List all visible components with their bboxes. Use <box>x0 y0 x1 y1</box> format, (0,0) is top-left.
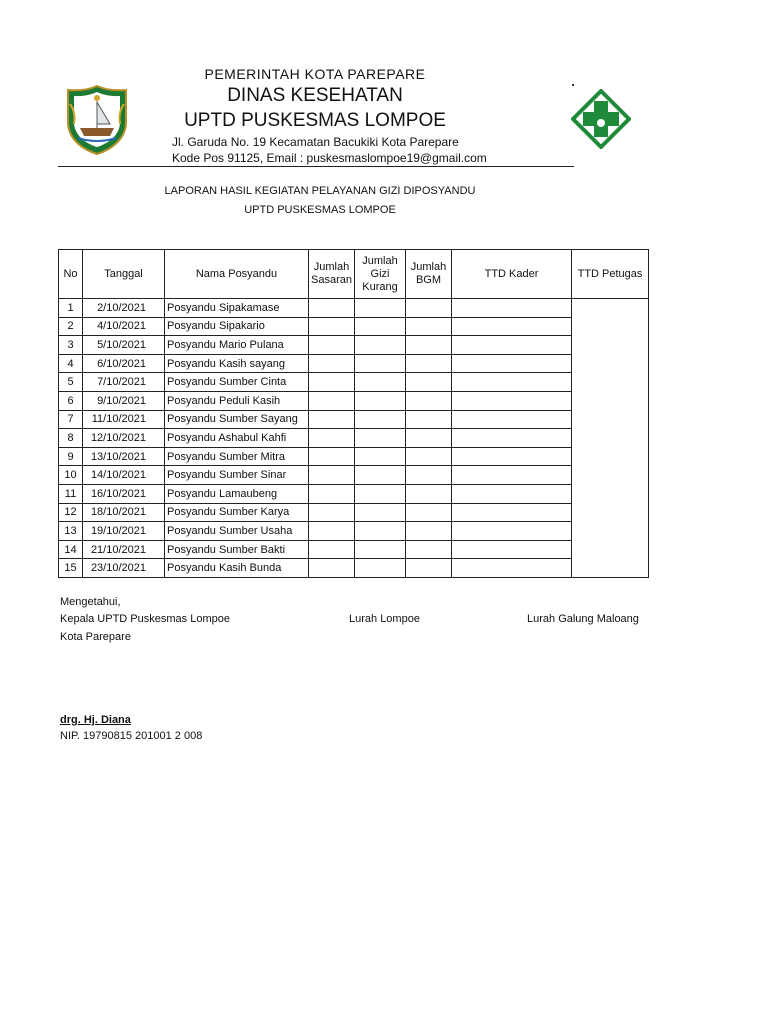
table-row <box>59 522 649 541</box>
lurah-lompoe-label: Lurah Lompoe <box>349 613 420 625</box>
row-nama-posyandu: Posyandu Ashabul Kahfi <box>165 429 309 448</box>
row-jumlah-sasaran <box>309 373 355 392</box>
row-no: 5 <box>59 373 83 392</box>
row-no: 2 <box>59 317 83 336</box>
row-tanggal: 6/10/2021 <box>83 354 165 373</box>
posyandu-table <box>58 249 649 578</box>
row-no: 3 <box>59 336 83 355</box>
table-row <box>59 317 649 336</box>
row-jumlah-sasaran <box>309 466 355 485</box>
row-jumlah-sasaran <box>309 410 355 429</box>
table-row <box>59 447 649 466</box>
row-jumlah-sasaran <box>309 484 355 503</box>
acknowledged-label: Mengetahui, <box>60 596 121 608</box>
row-jumlah-gizi-kurang <box>355 540 406 559</box>
row-nama-posyandu: Posyandu Sumber Sayang <box>165 410 309 429</box>
row-jumlah-bgm <box>406 429 452 448</box>
row-jumlah-sasaran <box>309 522 355 541</box>
row-jumlah-bgm <box>406 317 452 336</box>
table-row <box>59 299 649 318</box>
row-ttd-kader <box>452 540 572 559</box>
row-jumlah-gizi-kurang <box>355 559 406 578</box>
lurah-galung-maloang-label: Lurah Galung Maloang <box>527 613 639 625</box>
row-no: 12 <box>59 503 83 522</box>
row-jumlah-sasaran <box>309 447 355 466</box>
row-jumlah-bgm <box>406 466 452 485</box>
row-no: 4 <box>59 354 83 373</box>
row-jumlah-bgm <box>406 391 452 410</box>
row-jumlah-bgm <box>406 503 452 522</box>
row-jumlah-bgm <box>406 410 452 429</box>
row-jumlah-sasaran <box>309 354 355 373</box>
table-header-row <box>59 250 649 299</box>
row-jumlah-gizi-kurang <box>355 391 406 410</box>
row-tanggal: 9/10/2021 <box>83 391 165 410</box>
row-tanggal: 13/10/2021 <box>83 447 165 466</box>
puskesmas-logo-icon <box>571 89 631 149</box>
table-row <box>59 503 649 522</box>
row-jumlah-sasaran <box>309 391 355 410</box>
row-no: 9 <box>59 447 83 466</box>
col-header-gizi: Jumlah Gizi Kurang <box>355 250 406 299</box>
row-ttd-kader <box>452 410 572 429</box>
row-no: 13 <box>59 522 83 541</box>
row-jumlah-gizi-kurang <box>355 447 406 466</box>
col-header-bgm: Jumlah BGM <box>406 250 452 299</box>
signer-nip: NIP. 19790815 201001 2 008 <box>60 730 203 742</box>
row-nama-posyandu: Posyandu Lamaubeng <box>165 484 309 503</box>
row-tanggal: 11/10/2021 <box>83 410 165 429</box>
table-row <box>59 466 649 485</box>
contact-line: Kode Pos 91125, Email : puskesmaslompoe19@gmail.com <box>172 151 487 165</box>
row-nama-posyandu: Posyandu Sumber Usaha <box>165 522 309 541</box>
row-jumlah-gizi-kurang <box>355 503 406 522</box>
row-jumlah-gizi-kurang <box>355 522 406 541</box>
row-tanggal: 18/10/2021 <box>83 503 165 522</box>
col-header-ttd-kader: TTD Kader <box>452 250 572 299</box>
report-subtitle: UPTD PUSKESMAS LOMPOE <box>244 204 396 216</box>
row-jumlah-sasaran <box>309 559 355 578</box>
row-nama-posyandu: Posyandu Peduli Kasih <box>165 391 309 410</box>
row-jumlah-bgm <box>406 447 452 466</box>
row-no: 11 <box>59 484 83 503</box>
row-nama-posyandu: Posyandu Sipakario <box>165 317 309 336</box>
head-title: Kepala UPTD Puskesmas Lompoe <box>60 613 230 625</box>
table-row <box>59 354 649 373</box>
row-ttd-kader <box>452 354 572 373</box>
row-tanggal: 21/10/2021 <box>83 540 165 559</box>
row-jumlah-sasaran <box>309 336 355 355</box>
row-tanggal: 12/10/2021 <box>83 429 165 448</box>
header-divider <box>58 166 574 167</box>
col-header-ttd-petugas: TTD Petugas <box>572 250 649 299</box>
row-nama-posyandu: Posyandu Kasih sayang <box>165 354 309 373</box>
table-row <box>59 410 649 429</box>
row-nama-posyandu: Posyandu Kasih Bunda <box>165 559 309 578</box>
row-nama-posyandu: Posyandu Sumber Bakti <box>165 540 309 559</box>
row-tanggal: 14/10/2021 <box>83 466 165 485</box>
row-tanggal: 4/10/2021 <box>83 317 165 336</box>
row-ttd-kader <box>452 373 572 392</box>
signer-name: drg. Hj. Diana <box>60 714 131 726</box>
row-jumlah-gizi-kurang <box>355 317 406 336</box>
government-name: PEMERINTAH KOTA PAREPARE <box>204 66 426 82</box>
row-tanggal: 5/10/2021 <box>83 336 165 355</box>
col-header-no: No <box>59 250 83 299</box>
col-header-tanggal: Tanggal <box>83 250 165 299</box>
row-ttd-kader <box>452 559 572 578</box>
row-no: 15 <box>59 559 83 578</box>
report-title: LAPORAN HASIL KEGIATAN PELAYANAN GIZI DIPOSYANDU <box>164 185 476 197</box>
row-nama-posyandu: Posyandu Sumber Mitra <box>165 447 309 466</box>
row-jumlah-bgm <box>406 484 452 503</box>
row-jumlah-bgm <box>406 559 452 578</box>
row-nama-posyandu: Posyandu Sumber Karya <box>165 503 309 522</box>
col-header-nama: Nama Posyandu <box>165 250 309 299</box>
ttd-petugas-cell <box>572 299 649 578</box>
row-jumlah-sasaran <box>309 299 355 318</box>
row-jumlah-bgm <box>406 299 452 318</box>
address-line: Jl. Garuda No. 19 Kecamatan Bacukiki Kota Parepare <box>172 135 459 149</box>
col-header-sasaran: Jumlah Sasaran <box>309 250 355 299</box>
table-row <box>59 336 649 355</box>
row-no: 1 <box>59 299 83 318</box>
row-no: 10 <box>59 466 83 485</box>
row-jumlah-bgm <box>406 373 452 392</box>
row-nama-posyandu: Posyandu Mario Pulana <box>165 336 309 355</box>
row-tanggal: 16/10/2021 <box>83 484 165 503</box>
row-tanggal: 7/10/2021 <box>83 373 165 392</box>
table-row <box>59 373 649 392</box>
row-no: 14 <box>59 540 83 559</box>
row-ttd-kader <box>452 391 572 410</box>
row-ttd-kader <box>452 484 572 503</box>
row-ttd-kader <box>452 299 572 318</box>
row-jumlah-gizi-kurang <box>355 484 406 503</box>
row-ttd-kader <box>452 503 572 522</box>
row-tanggal: 19/10/2021 <box>83 522 165 541</box>
row-ttd-kader <box>452 447 572 466</box>
row-no: 8 <box>59 429 83 448</box>
row-no: 6 <box>59 391 83 410</box>
city-label: Kota Parepare <box>60 631 131 643</box>
agency-name: DINAS KESEHATAN <box>227 85 403 106</box>
row-jumlah-bgm <box>406 336 452 355</box>
row-jumlah-gizi-kurang <box>355 373 406 392</box>
row-tanggal: 23/10/2021 <box>83 559 165 578</box>
row-nama-posyandu: Posyandu Sumber Sinar <box>165 466 309 485</box>
row-nama-posyandu: Posyandu Sipakamase <box>165 299 309 318</box>
table-row <box>59 559 649 578</box>
row-jumlah-bgm <box>406 540 452 559</box>
row-ttd-kader <box>452 336 572 355</box>
row-jumlah-sasaran <box>309 317 355 336</box>
row-jumlah-bgm <box>406 354 452 373</box>
row-nama-posyandu: Posyandu Sumber Cinta <box>165 373 309 392</box>
row-ttd-kader <box>452 522 572 541</box>
logo-dot <box>572 84 574 86</box>
row-ttd-kader <box>452 466 572 485</box>
row-ttd-kader <box>452 317 572 336</box>
row-jumlah-sasaran <box>309 429 355 448</box>
row-jumlah-sasaran <box>309 503 355 522</box>
row-ttd-kader <box>452 429 572 448</box>
row-no: 7 <box>59 410 83 429</box>
row-tanggal: 2/10/2021 <box>83 299 165 318</box>
table-row <box>59 484 649 503</box>
row-jumlah-gizi-kurang <box>355 466 406 485</box>
row-jumlah-gizi-kurang <box>355 354 406 373</box>
table-row <box>59 429 649 448</box>
row-jumlah-gizi-kurang <box>355 429 406 448</box>
row-jumlah-sasaran <box>309 540 355 559</box>
row-jumlah-gizi-kurang <box>355 336 406 355</box>
row-jumlah-bgm <box>406 522 452 541</box>
table-row <box>59 540 649 559</box>
row-jumlah-gizi-kurang <box>355 299 406 318</box>
unit-name: UPTD PUSKESMAS LOMPOE <box>184 110 446 131</box>
row-jumlah-gizi-kurang <box>355 410 406 429</box>
table-row <box>59 391 649 410</box>
